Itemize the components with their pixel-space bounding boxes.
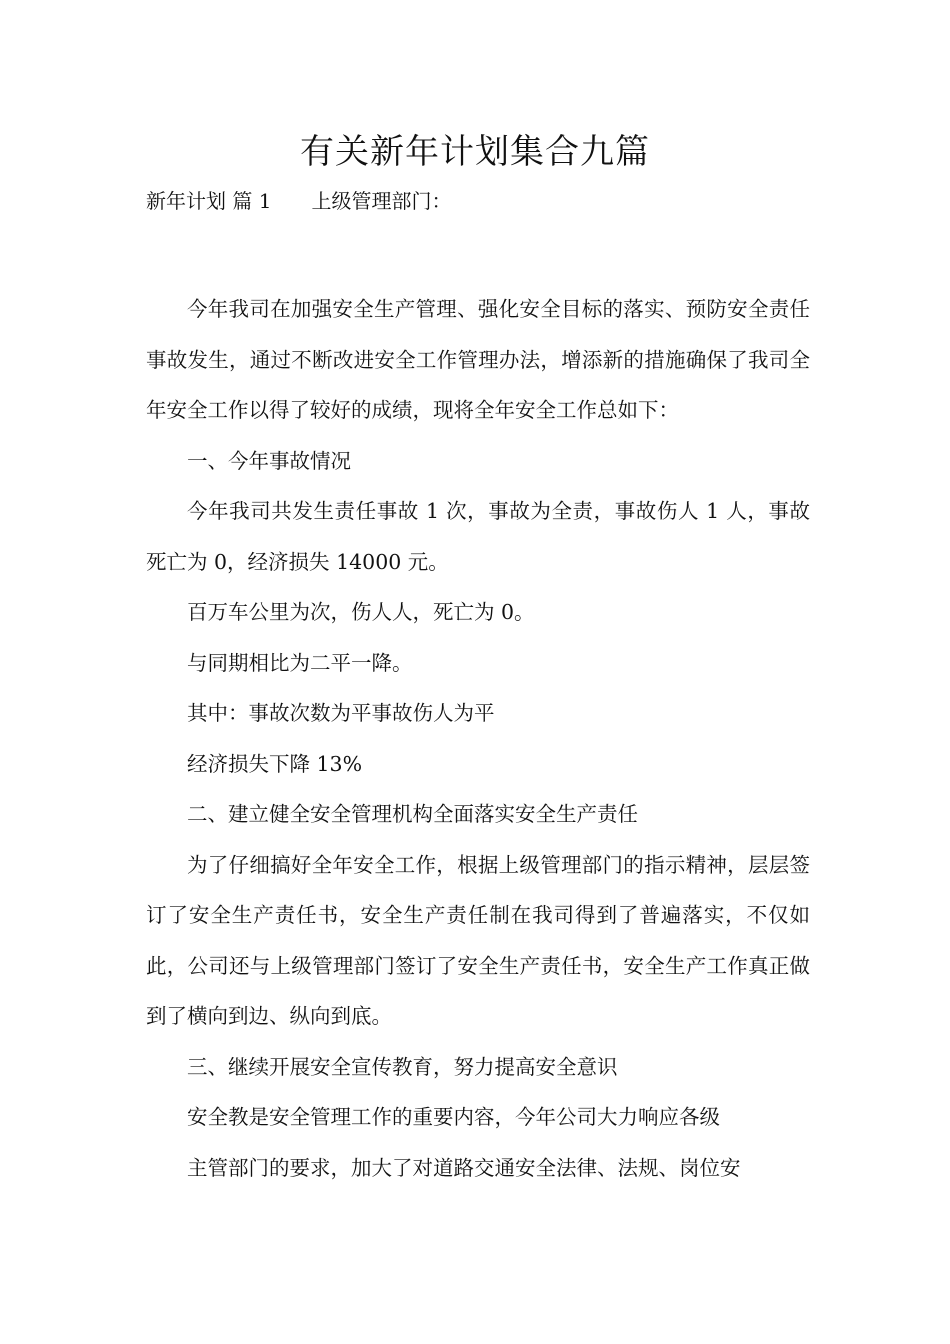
paragraph: 主管部门的要求，加大了对道路交通安全法律、法规、岗位安 — [187, 1155, 741, 1180]
paragraph: 其中：事故次数为平事故伤人为平 — [187, 701, 495, 725]
document-header — [146, 186, 451, 216]
paragraph: 为了仔细搞好全年安全工作，根据上级管理部门的指示精神，层层签订了安全生产责任书，安全生产责任制在我司得到了普遍落实，不仅如此，公司还与上级管理部门签订了安全生产责任书，安全生产工作真正做到了横向到边、纵向到底。 — [146, 852, 810, 1028]
section-label: 新年计划 篇 1 — [146, 189, 272, 213]
paragraph: 安全教是安全管理工作的重要内容，今年公司大力响应各级 — [187, 1105, 720, 1129]
section-heading: 三、继续开展安全宣传教育，努力提高安全意识 — [187, 1054, 618, 1079]
paragraph: 经济损失下降 13% — [187, 751, 363, 776]
paragraph: 今年我司在加强安全生产管理、强化安全目标的落实、预防安全责任事故发生，通过不断改进安全工作管理办法，增添新的措施确保了我司全年安全工作以得了较好的成绩，现将全年安全工作总如下： — [146, 297, 810, 422]
paragraph: 百万车公里为次，伤人人，死亡为 0。 — [187, 600, 535, 624]
section-heading: 一、今年事故情况 — [187, 448, 351, 473]
document-title: 有关新年计划集合九篇 — [300, 132, 650, 172]
document-body — [146, 284, 810, 1193]
section-heading: 二、建立健全安全管理机构全面落实安全生产责任 — [187, 802, 638, 826]
addressee: 上级管理部门： — [311, 189, 452, 213]
paragraph: 今年我司共发生责任事故 1 次，事故为全责，事故伤人 1 人，事故死亡为 0，经济损失 14000 元。 — [146, 499, 810, 574]
paragraph: 与同期相比为二平一降。 — [187, 650, 413, 675]
